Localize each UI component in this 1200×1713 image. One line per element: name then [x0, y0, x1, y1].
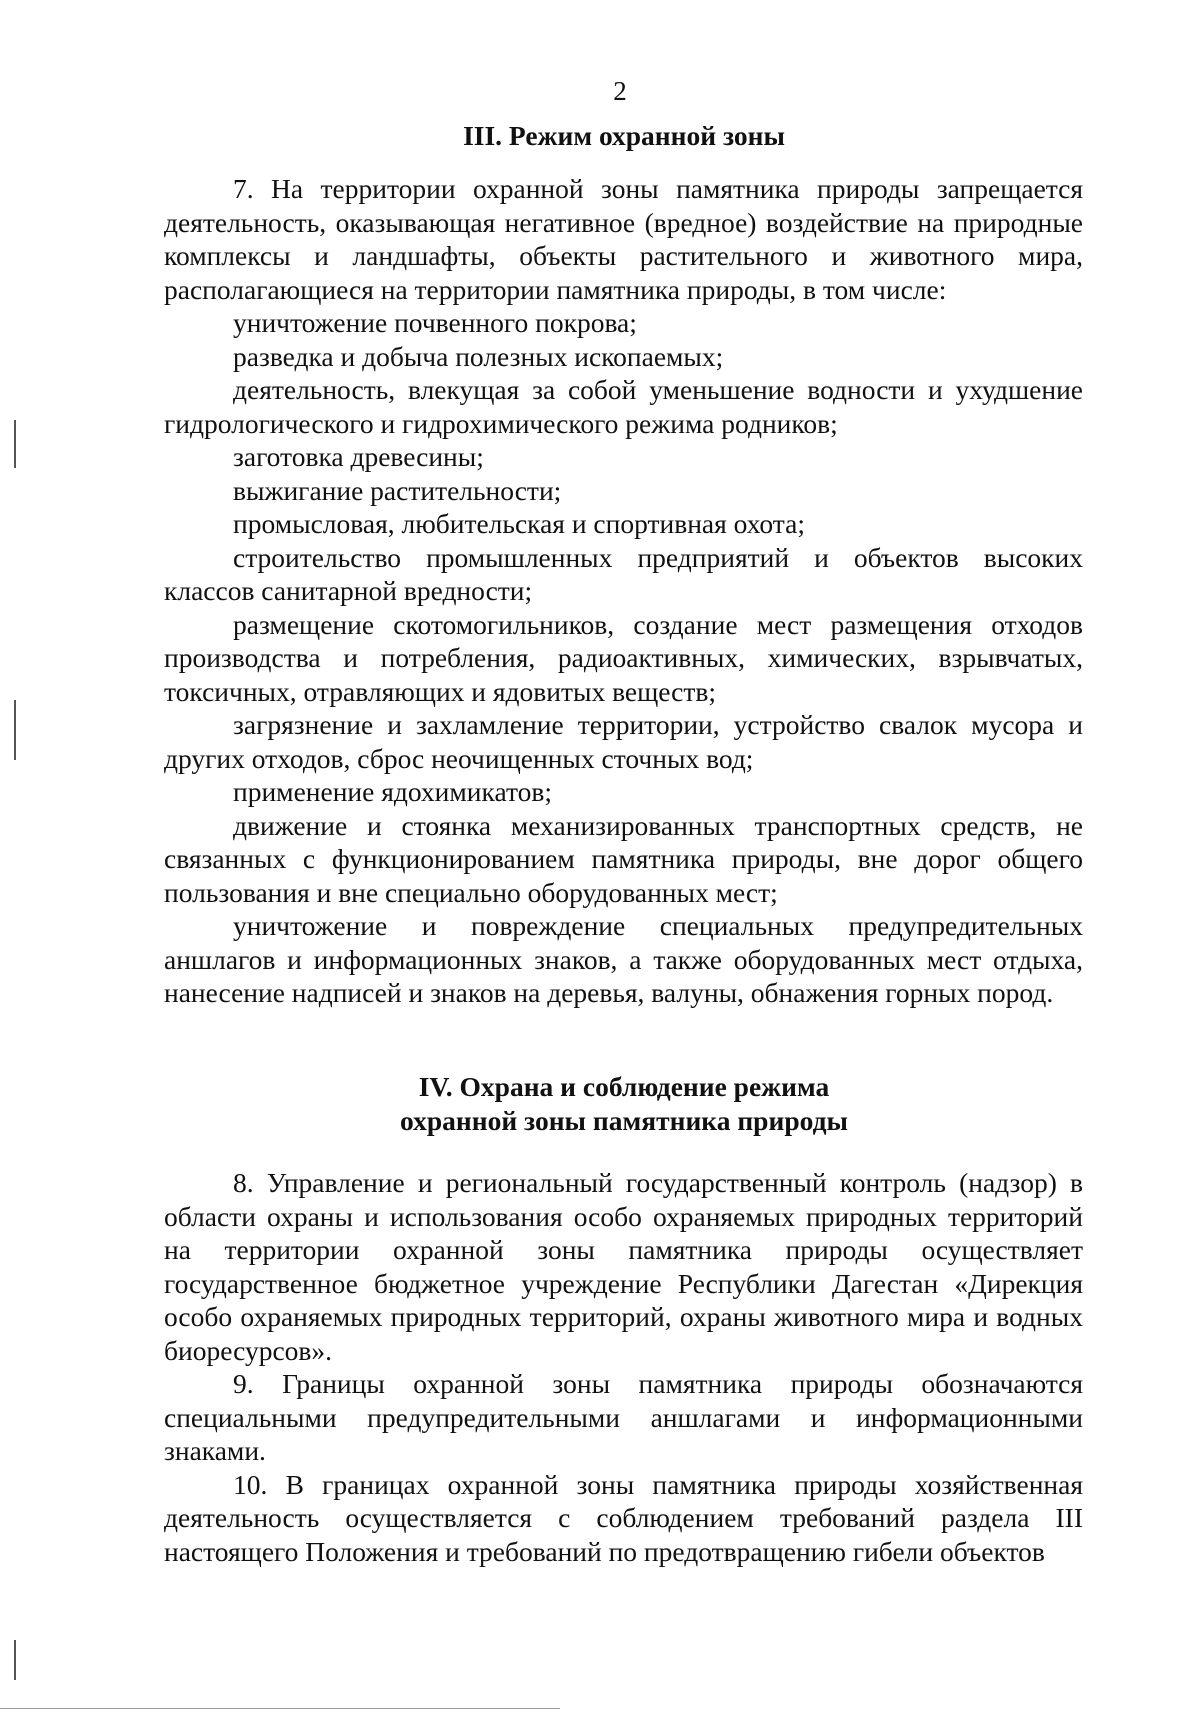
section-4-body	[164, 1166, 1083, 1568]
section-3-heading: III. Режим охранной зоны	[463, 120, 785, 151]
list-item: деятельность, влекущая за собой уменьшение водности и ухудшение гидрологического и гидрохимического режима родников;	[164, 374, 1083, 439]
section-3-body	[164, 172, 1083, 1010]
paragraph-9: 9. Границы охранной зоны памятника природы обозначаются специальными предупредительными аншлагами и информационными знаками.	[164, 1368, 1083, 1466]
list-item: строительство промышленных предприятий и объектов высоких классов санитарной вредности;	[164, 541, 1083, 606]
section-4-heading-line-1: IV. Охрана и соблюдение режима	[418, 1071, 830, 1102]
list-item: выжигание растительности;	[233, 474, 562, 506]
scan-artifact	[0, 1708, 560, 1709]
list-item: уничтожение и повреждение специальных предупредительных аншлагов и информационных знаков, а также оборудованных мест отдыха, нанесение надписей и знаков на деревья, валуны, обнажения горных пород.	[164, 910, 1083, 1008]
list-item: уничтожение почвенного покрова;	[233, 307, 637, 338]
page-number: 2	[613, 76, 627, 106]
section-4-heading-line-2: охранной зоны памятника природы	[400, 1104, 848, 1136]
paragraph-10: 10. В границах охранной зоны памятника природы хозяйственная деятельность осуществляется с соблюдением требований раздела III настоящего Положения и требований по предотвращению гибели объектов	[164, 1468, 1083, 1567]
paragraph-8: 8. Управление и региональный государственный контроль (надзор) в области охраны и использования особо охраняемых природных территорий на территории охранной зоны памятника природы осуществляет государственное бюджетное учреждение Республики Дагестан «Дирекция особо охраняемых природных территорий, охраны животного мира и водных биоресурсов».	[164, 1167, 1083, 1366]
list-item: промысловая, любительская и спортивная охота;	[233, 508, 805, 539]
scan-artifact	[14, 420, 16, 468]
list-item: разведка и добыча полезных ископаемых;	[233, 340, 724, 372]
list-item: заготовка древесины;	[233, 441, 484, 472]
list-item: применение ядохимикатов;	[233, 776, 552, 807]
list-item: движение и стоянка механизированных транспортных средств, не связанных с функционированием памятника природы, вне дорог общего пользования и вне специально оборудованных мест;	[164, 809, 1083, 908]
section-4-heading	[164, 1070, 1084, 1137]
list-item: загрязнение и захламление территории, устройство свалок мусора и других отходов, сброс неочищенных сточных вод;	[164, 709, 1083, 774]
scan-artifact	[14, 1640, 16, 1680]
scan-artifact	[14, 700, 16, 760]
list-item: размещение скотомогильников, создание мест размещения отходов производства и потребления, радиоактивных, химических, взрывчатых, токсичных, отравляющих и ядовитых веществ;	[164, 608, 1083, 707]
paragraph-7: 7. На территории охранной зоны памятника природы запрещается деятельность, оказывающая негативное (вредное) воздействие на природные комплексы и ландшафты, объекты растительного и животного мира, располагающиеся на территории памятника природы, в том числе:	[164, 173, 1083, 305]
